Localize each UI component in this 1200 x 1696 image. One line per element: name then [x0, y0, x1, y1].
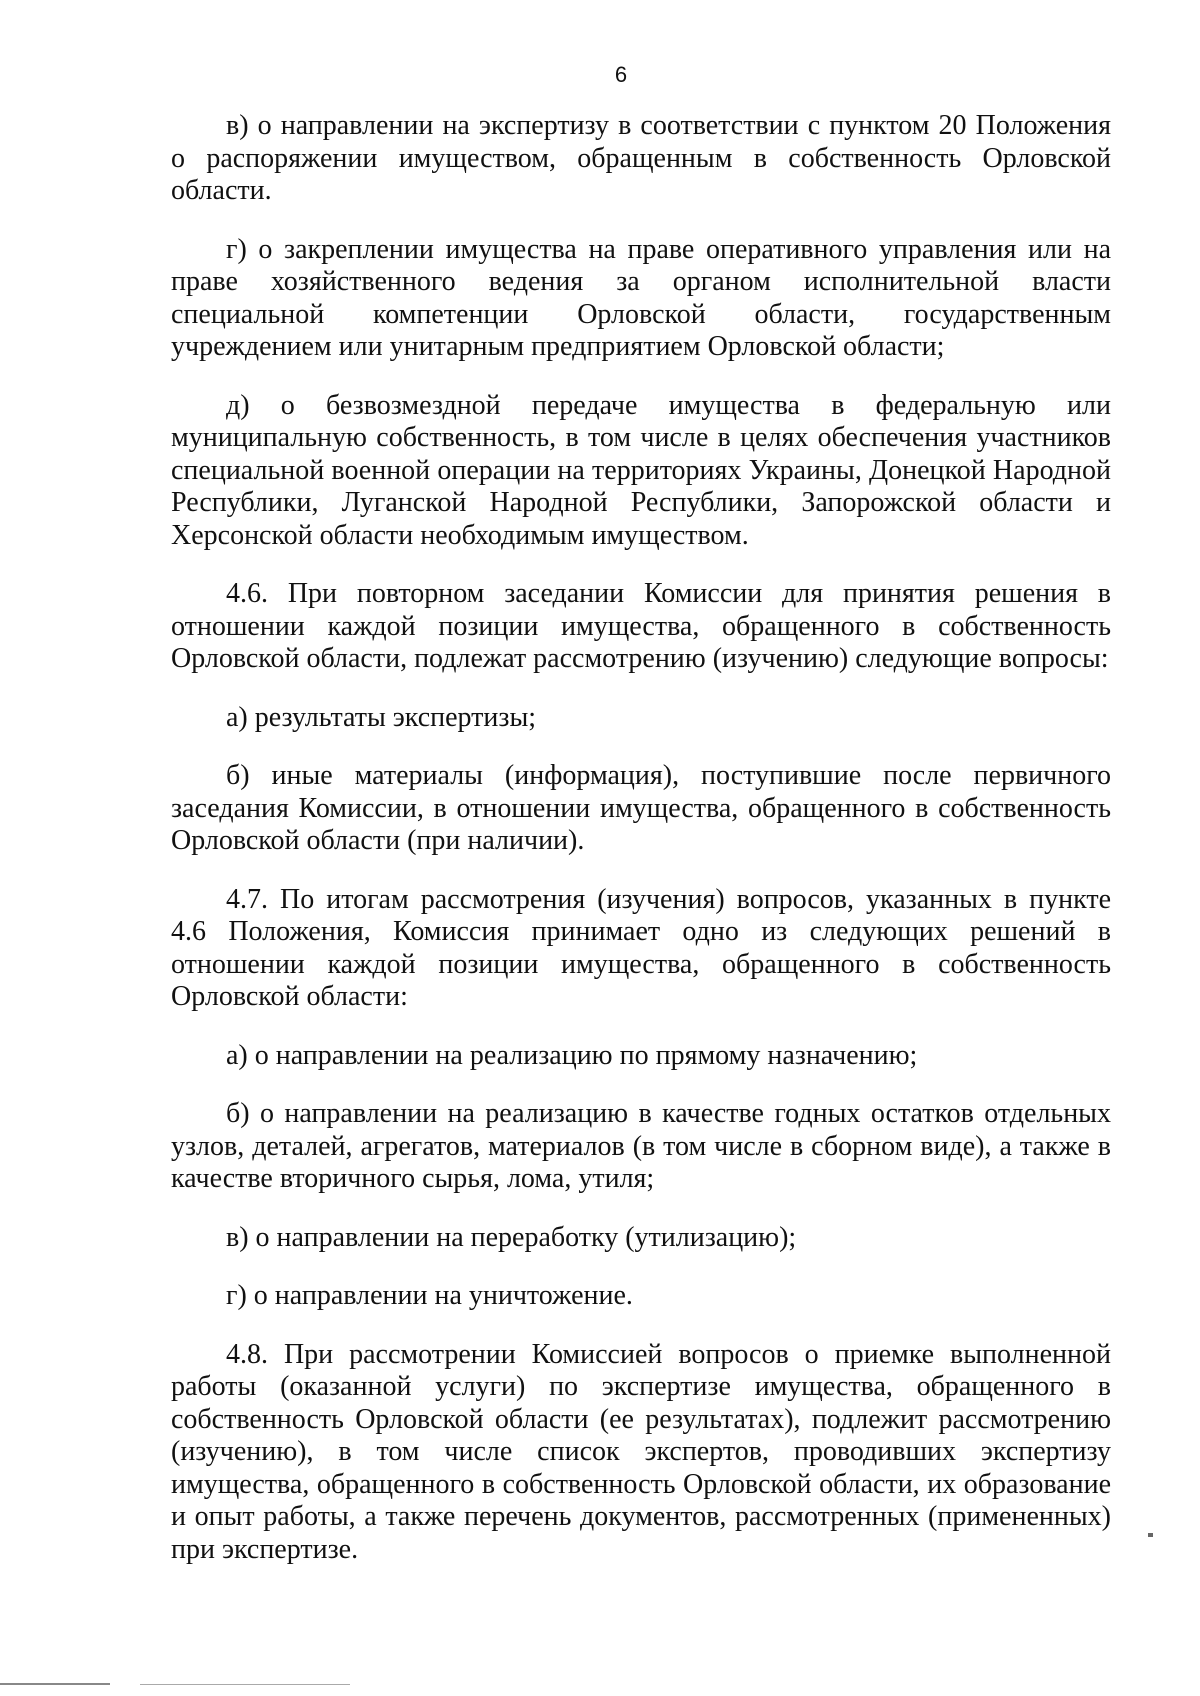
paragraph-4-6: 4.6. При повторном заседании Комиссии для принятия решения в отношении каждой позиции имущества, обращенного в собственность Орловской области, подлежат рассмотрению (изучению) следующие вопросы: [171, 578, 1111, 674]
paragraph-4-7-g: г) о направлении на уничтожение. [226, 1280, 633, 1311]
page-number: 6 [614, 62, 628, 87]
paragraph-4-7-v: в) о направлении на переработку (утилизацию); [226, 1221, 797, 1253]
paragraph-4-7-b: б) о направлении на реализацию в качестве годных остатков отдельных узлов, деталей, агрегатов, материалов (в том числе в сборном виде), а также в качестве вторичного сырья, лома, утиля; [171, 1098, 1111, 1194]
paragraph-d-transfer: д) о безвозмездной передаче имущества в федеральную или муниципальную собственность, в том числе в целях обеспечения участников специальной военной операции на территориях Украины, Донецкой Народной Республики, Луганской Народной Республики, Запорожской области и Херсонской области необходимым имуществом. [171, 389, 1111, 551]
paragraph-4-7-a: а) о направлении на реализацию по прямому назначению; [226, 1039, 918, 1071]
scan-line-bottom [0, 1683, 110, 1685]
paragraph-4-8: 4.8. При рассмотрении Комиссией вопросов о приемке выполненной работы (оказанной услуги) по экспертизе имущества, обращенного в собственность Орловской области (ее результатах), подлежит рассмотрению (изучению), в том числе список экспертов, проводивших экспертизу имущества, обращенного в собственность Орловской области, их образование и опыт работы, а также перечень документов, рассмотренных (примененных) при экспертизе. [171, 1338, 1111, 1565]
paragraph-4-7: 4.7. По итогам рассмотрения (изучения) вопросов, указанных в пункте 4.6 Положения, Комиссия принимает одно из следующих решений в отношении каждой позиции имущества, обращенного в собственность Орловской области: [171, 883, 1111, 1012]
scan-dot [1148, 1533, 1153, 1537]
scan-line-bottom-2 [140, 1684, 350, 1685]
paragraph-v-expertise: в) о направлении на экспертизу в соответствии с пунктом 20 Положения о распоряжении имуществом, обращенным в собственность Орловской области. [171, 110, 1111, 206]
paragraph-g-assignment: г) о закреплении имущества на праве оперативного управления или на праве хозяйственного ведения за органом исполнительной власти специальной компетенции Орловской области, государственным учреждением или унитарным предприятием Орловской области; [171, 233, 1111, 362]
paragraph-4-6-b: б) иные материалы (информация), поступившие после первичного заседания Комиссии, в отношении имущества, обращенного в собственность Орловской области (при наличии). [171, 760, 1111, 856]
document-body [171, 110, 1111, 1592]
paragraph-4-6-a: а) результаты экспертизы; [226, 701, 537, 733]
